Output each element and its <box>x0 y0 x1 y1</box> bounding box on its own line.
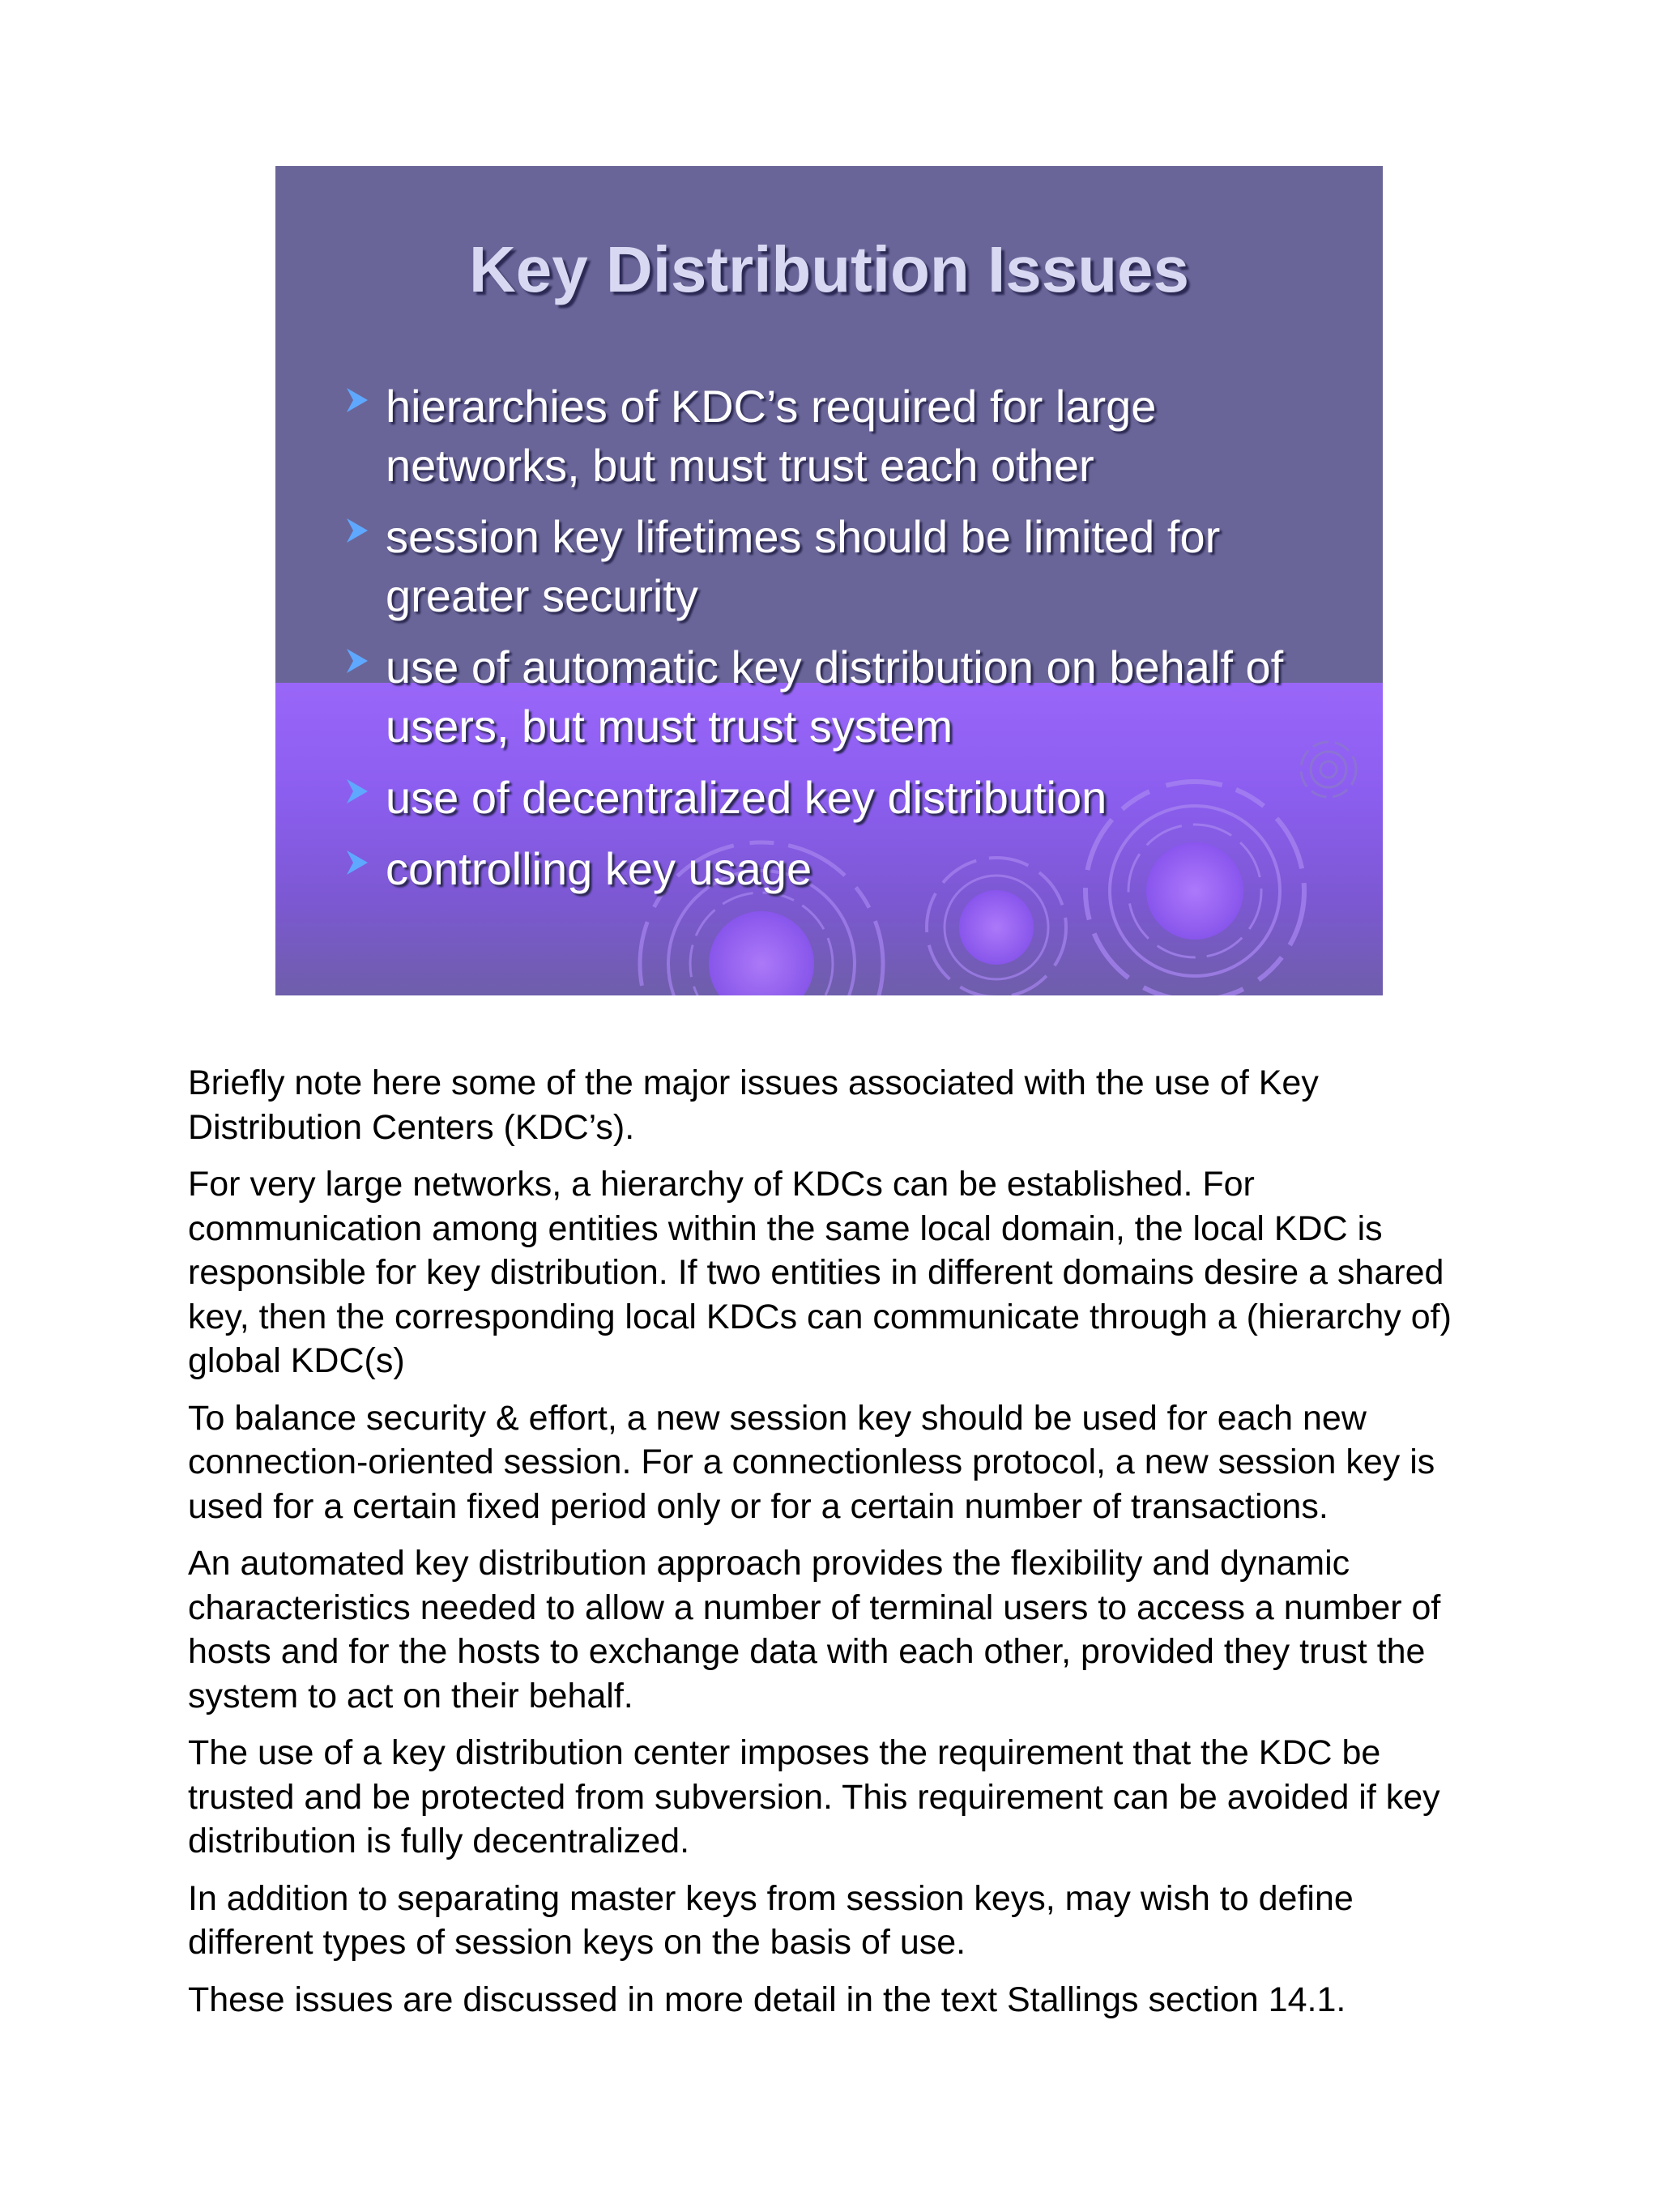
notes-paragraph: To balance security & effort, a new session key should be used for each new connection-oriented session. For a connectionless protocol, a new session key is used for a certain fixed period only or for a certain number of transactions. <box>188 1398 1435 1526</box>
arrow-bullet-icon <box>345 386 369 414</box>
slide-bullet-text: use of automatic key distribution on behalf of users, but must trust system <box>386 641 1284 752</box>
notes-paragraph: In addition to separating master keys from session keys, may wish to define different types of session keys on the basis of use. <box>188 1878 1354 1962</box>
arrow-bullet-icon <box>345 778 369 805</box>
slide-bullet <box>275 839 1383 898</box>
slide-bullet-text: session key lifetimes should be limited for greater security <box>386 511 1221 621</box>
arrow-bullet-icon <box>345 647 369 675</box>
slide <box>275 166 1383 995</box>
slide-bullet <box>275 768 1383 827</box>
slide-bullet <box>275 377 1383 495</box>
speaker-notes <box>188 1061 1484 2035</box>
notes-paragraph: Briefly note here some of the major issues associated with the use of Key Distribution Centers (KDC’s). <box>188 1063 1319 1147</box>
notes-paragraph: The use of a key distribution center imposes the requirement that the KDC be trusted and be protected from subversion. This requirement can be avoided if key distribution is fully decentralized. <box>188 1733 1440 1860</box>
slide-bullet <box>275 637 1383 756</box>
arrow-bullet-icon <box>345 849 369 876</box>
slide-bullet <box>275 507 1383 625</box>
notes-paragraph: These issues are discussed in more detail in the text Stallings section 14.1. <box>188 1980 1346 2019</box>
slide-bullet-text: controlling key usage <box>386 843 812 894</box>
notes-paragraph: For very large networks, a hierarchy of KDCs can be established. For communication among entities within the same local domain, the local KDC is responsible for key distribution. If two entities in different domains desire a shared key, then the corresponding local KDCs can communicate through a (hierarchy of) global KDC(s) <box>188 1165 1452 1380</box>
notes-paragraph: An automated key distribution approach provides the flexibility and dynamic characteristics needed to allow a number of terminal users to access a number of hosts and for the hosts to exchange data with each other, provided they trust the system to act on their behalf. <box>188 1544 1441 1715</box>
slide-bullet-text: use of decentralized key distribution <box>386 772 1107 823</box>
slide-bullet-list <box>275 377 1383 910</box>
arrow-bullet-icon <box>345 517 369 544</box>
slide-bullet-text: hierarchies of KDC’s required for large networks, but must trust each other <box>386 381 1157 491</box>
slide-title: Key Distribution Issues <box>468 233 1190 305</box>
